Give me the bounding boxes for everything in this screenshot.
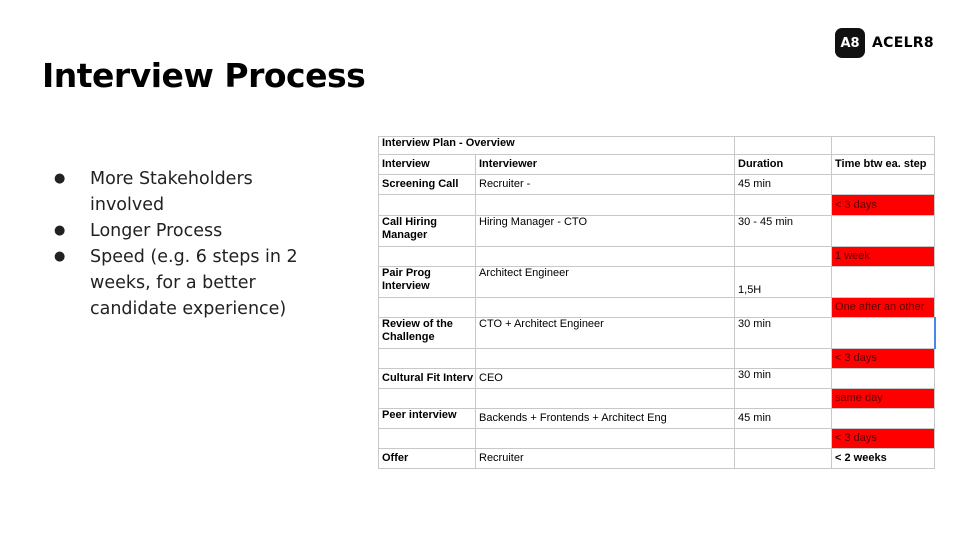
bullet-text: Speed (e.g. 6 steps in 2 weeks, for a better candidate experience) <box>90 247 298 319</box>
duration-cell <box>735 247 832 267</box>
interviewer-cell: Recruiter <box>476 449 735 469</box>
interviewer-cell <box>476 195 735 216</box>
interviewer-cell <box>476 349 735 369</box>
interviewer-cell: CEO <box>476 369 735 389</box>
table-row <box>379 216 935 247</box>
table-title: Interview Plan - Overview <box>379 137 735 155</box>
table-row <box>379 175 935 195</box>
gap-cell <box>832 216 935 247</box>
interviewer-cell: Backends + Frontends + Architect Eng <box>476 409 735 429</box>
interview-cell <box>379 349 476 369</box>
gap-cell-highlighted: < 3 days <box>832 195 935 216</box>
interview-cell: Pair Prog Interview <box>379 267 476 298</box>
interviewer-cell: Recruiter - <box>476 175 735 195</box>
table-row <box>379 429 935 449</box>
interviewer-cell: Architect Engineer <box>476 267 735 298</box>
gap-cell <box>832 409 935 429</box>
gap-cell: < 2 weeks <box>832 449 935 469</box>
bullet-item <box>52 244 322 322</box>
interviewer-cell: Hiring Manager - CTO <box>476 216 735 247</box>
gap-cell-highlighted: < 3 days <box>832 429 935 449</box>
table-row <box>379 369 935 389</box>
duration-cell <box>735 449 832 469</box>
slide-title: Interview Process <box>42 56 366 95</box>
bullet-item <box>52 218 322 244</box>
column-header-interview: Interview <box>379 155 476 175</box>
logo-name: ACELR8 <box>872 35 934 51</box>
column-header-time-between-steps: Time btw ea. step <box>832 155 935 175</box>
brand-logo <box>835 28 934 58</box>
interviewer-cell <box>476 429 735 449</box>
duration-cell: 30 min <box>735 318 832 349</box>
gap-cell-highlighted: same day <box>832 389 935 409</box>
column-header-interviewer: Interviewer <box>476 155 735 175</box>
table-row <box>379 409 935 429</box>
gap-cell <box>832 267 935 298</box>
column-header-duration: Duration <box>735 155 832 175</box>
interview-cell <box>379 389 476 409</box>
interview-cell: Screening Call <box>379 175 476 195</box>
interview-cell <box>379 429 476 449</box>
bullet-text: More Stakeholders involved <box>90 169 253 215</box>
logo-badge: A8 <box>835 28 865 58</box>
interviewer-cell <box>476 298 735 318</box>
duration-cell: 45 min <box>735 175 832 195</box>
duration-cell <box>735 298 832 318</box>
interview-cell: Review of the Challenge <box>379 318 476 349</box>
interview-cell <box>379 298 476 318</box>
duration-cell: 30 min <box>735 369 832 389</box>
table-cell <box>832 137 935 155</box>
table-row <box>379 267 935 298</box>
interview-cell <box>379 247 476 267</box>
table-title-row <box>379 137 935 155</box>
bullet-dot-icon: ● <box>54 249 66 264</box>
bullet-dot-icon: ● <box>54 171 66 186</box>
table-row <box>379 449 935 469</box>
gap-cell <box>832 369 935 389</box>
interview-cell: Call Hiring Manager <box>379 216 476 247</box>
table-row <box>379 349 935 369</box>
interviewer-cell <box>476 247 735 267</box>
duration-cell <box>735 349 832 369</box>
table-row <box>379 247 935 267</box>
interview-cell: Peer interview <box>379 409 476 429</box>
table-row <box>379 389 935 409</box>
interview-cell <box>379 195 476 216</box>
duration-cell <box>735 389 832 409</box>
duration-cell <box>735 429 832 449</box>
table-header-row <box>379 155 935 175</box>
bullet-dot-icon: ● <box>54 223 66 238</box>
gap-cell <box>832 175 935 195</box>
gap-cell-highlighted: One after an other <box>832 298 935 318</box>
duration-cell: 1,5H <box>735 267 832 298</box>
interviewer-cell <box>476 389 735 409</box>
table-row <box>379 195 935 216</box>
table-cell <box>735 137 832 155</box>
gap-cell-selected[interactable] <box>832 318 935 349</box>
duration-cell: 45 min <box>735 409 832 429</box>
gap-cell-highlighted: 1 week <box>832 247 935 267</box>
interview-plan-table <box>378 136 936 469</box>
gap-cell-highlighted: < 3 days <box>832 349 935 369</box>
table-row <box>379 298 935 318</box>
interview-cell: Offer <box>379 449 476 469</box>
interviewer-cell: CTO + Architect Engineer <box>476 318 735 349</box>
interview-cell: Cultural Fit Interv <box>379 369 476 389</box>
duration-cell: 30 - 45 min <box>735 216 832 247</box>
duration-cell <box>735 195 832 216</box>
bullet-item <box>52 166 322 218</box>
bullet-text: Longer Process <box>90 221 223 241</box>
table-row <box>379 318 935 349</box>
bullet-list <box>52 166 322 322</box>
